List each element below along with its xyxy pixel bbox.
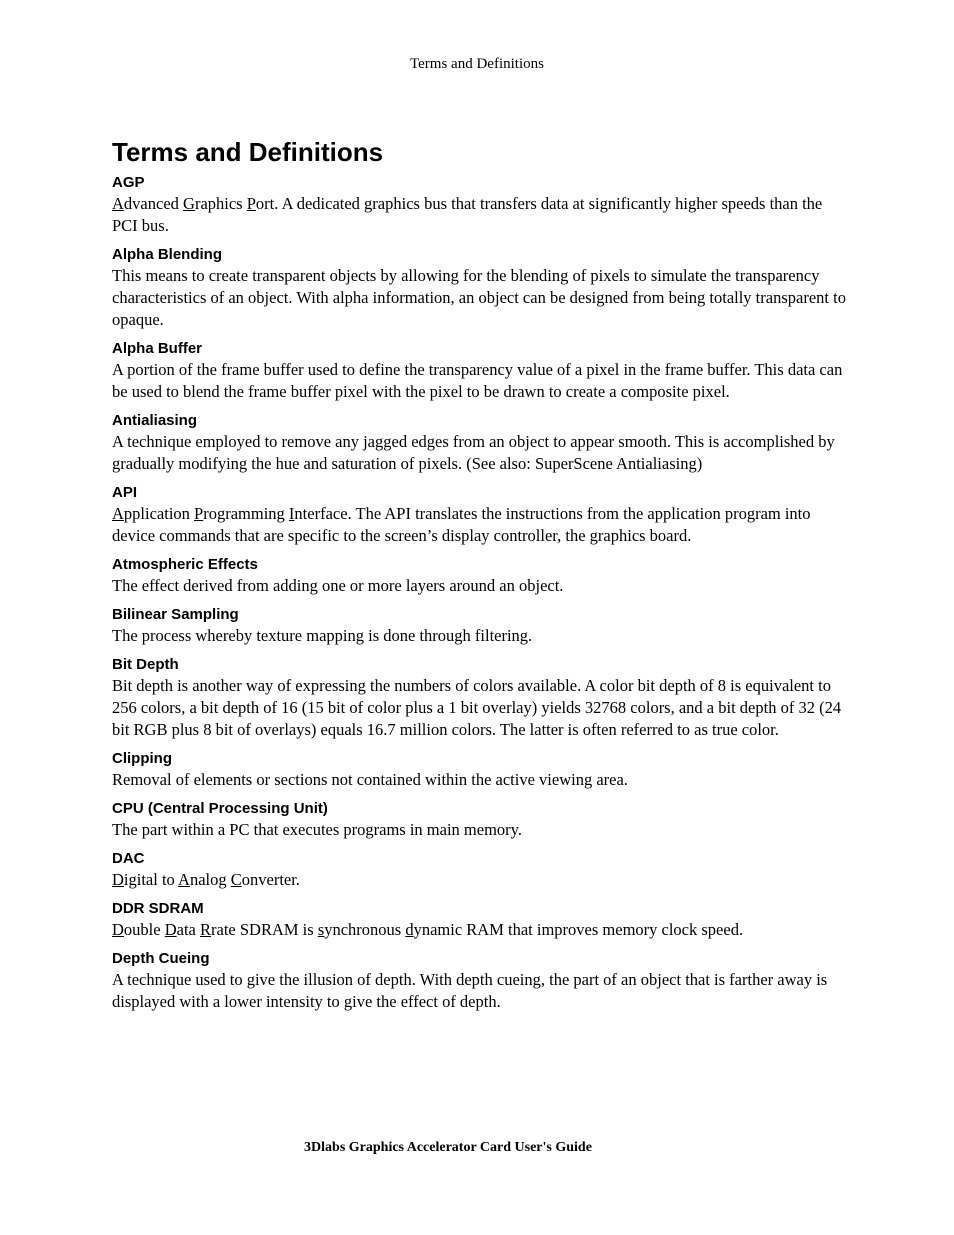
glossary-entry (112, 483, 847, 547)
glossary-entry (112, 655, 847, 741)
underlined-initial: P (246, 194, 256, 213)
definition-text: ynamic RAM that improves memory clock speed. (413, 920, 744, 939)
underlined-initial: C (230, 870, 242, 889)
running-footer: 3Dlabs Graphics Accelerator Card User's Guide (304, 1140, 592, 1155)
term-heading: API (112, 484, 138, 501)
term-heading: Alpha Blending (112, 246, 222, 263)
page-title: Terms and Definitions (112, 137, 384, 167)
term-heading: DDR SDRAM (112, 900, 204, 917)
underlined-initial: s (317, 920, 325, 939)
glossary-entry (112, 899, 847, 941)
underlined-initial: A (112, 194, 124, 213)
definition-text: pplication (123, 504, 195, 523)
definition-text: nterface. The API translates the instructions from the application program into device commands that are specific to the screen’s display controller, the graphics board. (112, 504, 811, 545)
term-definition (112, 969, 847, 1013)
underlined-initial: R (200, 920, 212, 939)
underlined-initial: d (405, 920, 414, 939)
term-heading: AGP (112, 174, 145, 191)
definition-text: Removal of elements or sections not contained within the active viewing area. (112, 770, 628, 789)
glossary-entry (112, 555, 847, 597)
definition-text: This means to create transparent objects by allowing for the blending of pixels to simulate the transparency characteristics of an object. With alpha information, an object can be designed from being totally transparent to opaque. (112, 266, 846, 329)
term-heading: Bit Depth (112, 656, 179, 673)
glossary-entry (112, 849, 847, 891)
underlined-initial: I (288, 504, 295, 523)
glossary-entry (112, 411, 847, 475)
definition-text: A portion of the frame buffer used to define the transparency value of a pixel in the frame buffer. This data can be used to blend the frame buffer pixel with the pixel to be drawn to create a composite pixel. (112, 360, 843, 401)
definition-text: A technique employed to remove any jagged edges from an object to appear smooth. This is accomplished by gradually modifying the hue and saturation of pixels. (See also: SuperScene Antialiasing) (112, 432, 835, 473)
underlined-initial: G (183, 194, 195, 213)
definition-text: The process whereby texture mapping is done through filtering. (112, 626, 533, 645)
definition-text: ynchronous (324, 920, 406, 939)
term-heading: Atmospheric Effects (112, 556, 258, 573)
term-heading: Clipping (112, 750, 172, 767)
term-heading: CPU (Central Processing Unit) (112, 800, 328, 817)
definition-text: dvanced (123, 194, 184, 213)
running-header: Terms and Definitions (410, 56, 544, 72)
term-definition (112, 869, 847, 891)
term-definition (112, 193, 847, 237)
term-definition (112, 919, 847, 941)
glossary-entry (112, 605, 847, 647)
definition-text: Bit depth is another way of expressing the numbers of colors available. A color bit depth of 8 is equivalent to 256 colors, a bit depth of 16 (15 bit of color plus a 1 bit overlay) yields 32768 colors, and a bit depth of 32 (24 bit RGB plus 8 bit of overlays) equals 16.7 million colors. The latter is often referred to as true color. (112, 676, 842, 739)
term-definition (112, 503, 847, 547)
glossary-list (112, 173, 847, 1013)
glossary-entry (112, 799, 847, 841)
term-heading: Antialiasing (112, 412, 198, 429)
term-definition (112, 769, 847, 791)
glossary-entry (112, 749, 847, 791)
term-definition (112, 675, 847, 741)
definition-text: nalog (189, 870, 231, 889)
definition-text: ata (176, 920, 200, 939)
definition-text: raphics (194, 194, 247, 213)
definition-text: rogramming (203, 504, 289, 523)
underlined-initial: A (112, 504, 124, 523)
term-definition (112, 431, 847, 475)
glossary-entry (112, 245, 847, 331)
glossary-entry (112, 339, 847, 403)
definition-text: The part within a PC that executes programs in main memory. (112, 820, 522, 839)
underlined-initial: D (112, 920, 124, 939)
definition-text: onverter. (241, 870, 300, 889)
glossary-entry (112, 949, 847, 1013)
term-definition (112, 625, 847, 647)
definition-text: The effect derived from adding one or more layers around an object. (112, 576, 564, 595)
definition-text: A technique used to give the illusion of depth. With depth cueing, the part of an object that is farther away is displayed with a lower intensity to give the effect of depth. (112, 970, 828, 1011)
definition-text: ouble (123, 920, 165, 939)
term-definition (112, 359, 847, 403)
definition-text: rate SDRAM is (211, 920, 318, 939)
glossary-content (112, 136, 847, 1021)
term-definition (112, 819, 847, 841)
term-heading: DAC (112, 850, 145, 867)
definition-text: ort. A dedicated graphics bus that transfers data at significantly higher speeds than the PCI bus. (112, 194, 823, 235)
term-definition (112, 265, 847, 331)
underlined-initial: D (164, 920, 177, 939)
term-heading: Bilinear Sampling (112, 606, 239, 623)
glossary-entry (112, 173, 847, 237)
term-heading: Alpha Buffer (112, 340, 202, 357)
underlined-initial: D (112, 870, 124, 889)
term-definition (112, 575, 847, 597)
term-heading: Depth Cueing (112, 950, 210, 967)
definition-text: igital to (123, 870, 179, 889)
underlined-initial: A (178, 870, 190, 889)
underlined-initial: P (194, 504, 204, 523)
